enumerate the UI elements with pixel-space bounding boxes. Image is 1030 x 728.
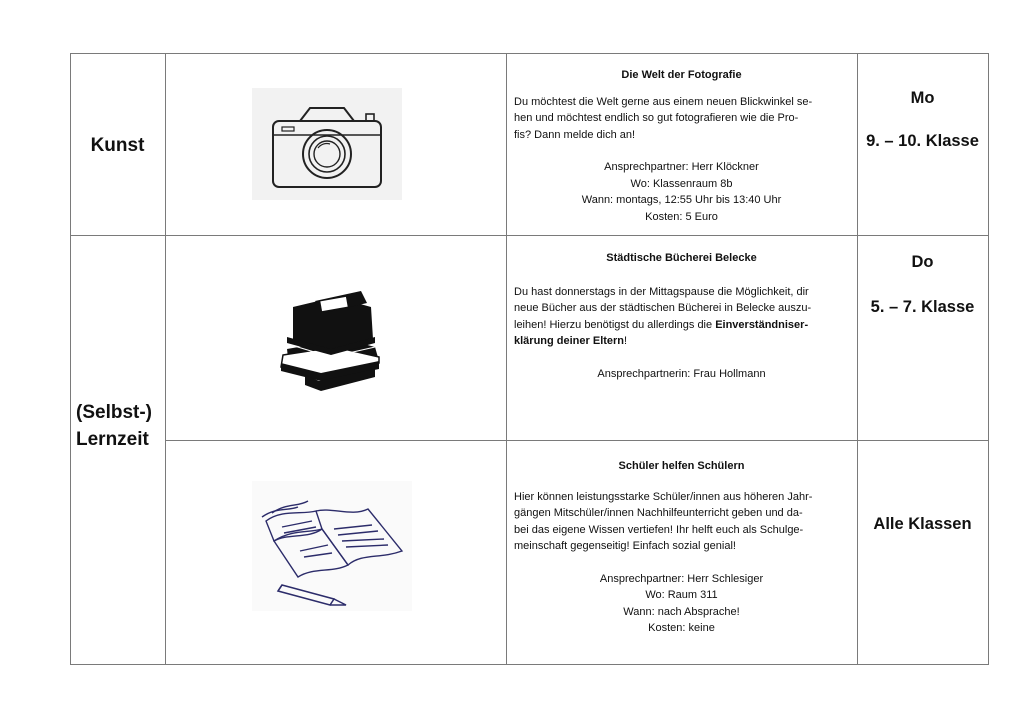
schedule-kunst xyxy=(857,89,988,151)
table-border-bottom xyxy=(70,664,989,665)
schedule-buecherei xyxy=(857,253,988,317)
row-divider-1 xyxy=(70,235,989,236)
schedule-nachhilfe xyxy=(857,515,988,534)
course-table xyxy=(70,53,989,665)
table-border-right xyxy=(988,53,989,665)
course-title: Städtische Bücherei Belecke xyxy=(606,252,757,264)
table-border-top xyxy=(70,53,989,54)
course-title: Schüler helfen Schülern xyxy=(618,460,745,472)
category-kunst: Kunst xyxy=(90,135,145,156)
notebook-pencil-icon xyxy=(252,481,412,611)
course-description-buecherei xyxy=(506,250,857,382)
row-divider-2 xyxy=(165,440,989,441)
course-text: Du hast donnerstags in der Mittagspause die Möglichkeit, dir neue Bücher aus der städtischen Bücherei in Belecke auszu- leihen! Hierzu benötigst du allerdings die Einverständniser- klärung deiner Eltern! xyxy=(514,285,812,347)
course-text: Hier können leistungsstarke Schüler/innen aus höheren Jahr- gängen Mitschüler/innen Nachhilfeunterricht geben und da- bei das eigene Wissen vertiefen! Ihr helft euch als Schulge- meinschaft gegenseitig! Einfach sozial genial! xyxy=(514,490,813,552)
course-description-nachhilfe xyxy=(506,458,857,637)
course-text: Du möchtest die Welt gerne aus einem neuen Blickwinkel se- hen und möchtest endlich so gut fotografieren wie die Pro- fis? Dann melde dich an! xyxy=(514,95,813,141)
course-contacts: Ansprechpartnerin: Frau Hollmann xyxy=(597,367,766,380)
course-contacts: Ansprechpartner: Herr Schlesiger Wo: Raum 311 Wann: nach Absprache! Kosten: keine xyxy=(599,572,764,634)
col-divider-1 xyxy=(165,53,166,665)
course-description-fotografie xyxy=(506,67,857,225)
course-contacts: Ansprechpartner: Herr Klöckner Wo: Klassenraum 8b Wann: montags, 12:55 Uhr bis 13:40 Uhr Kosten: 5 Euro xyxy=(581,161,782,223)
grade-label: 5. – 7. Klasse xyxy=(870,298,975,316)
category-lernzeit: (Selbst-) Lernzeit xyxy=(76,402,152,450)
grade-label: Alle Klassen xyxy=(873,515,972,533)
camera-icon xyxy=(252,88,402,200)
grade-label: 9. – 10. Klasse xyxy=(866,132,979,150)
books-stack-icon xyxy=(275,277,385,395)
day-label: Mo xyxy=(910,89,935,107)
course-title: Die Welt der Fotografie xyxy=(621,69,742,81)
day-label: Do xyxy=(911,253,934,271)
